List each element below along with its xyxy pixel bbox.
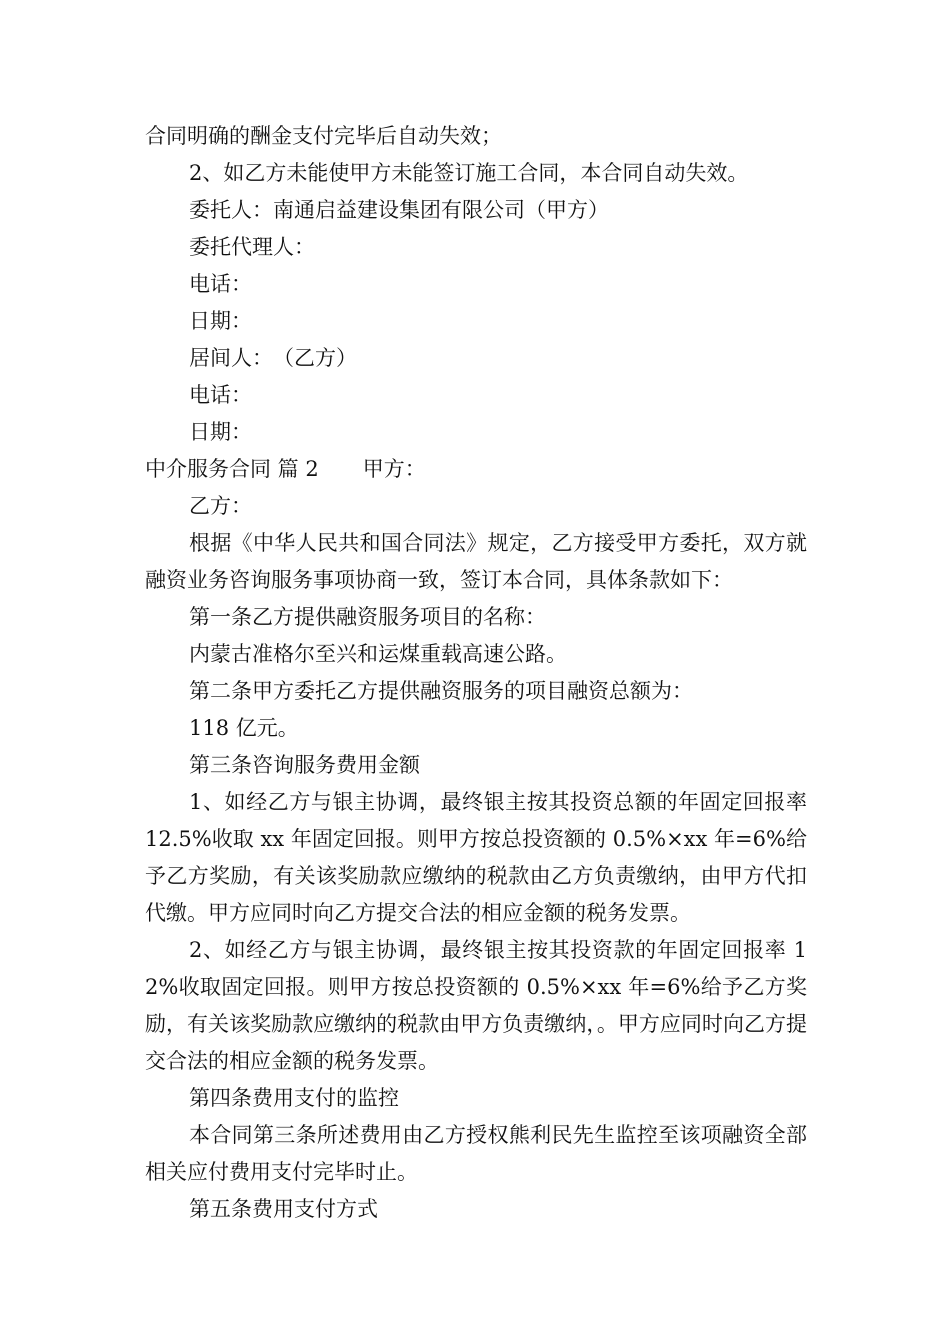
paragraph: 1、如经乙方与银主协调，最终银主按其投资总额的年固定回报率 12.5%收取 xx 年固定回报。则甲方按总投资额的 0.5%×xx 年=6%给予乙方奖励，有关该奖励款应缴纳的税款由乙方负责缴纳，由甲方代扣代缴。甲方应同时向乙方提交合法的相应金额的税务发票。 (145, 790, 807, 925)
paragraph: 第一条乙方提供融资服务项目的名称： (189, 605, 546, 629)
paragraph: 委托人：南通启益建设集团有限公司（甲方） (189, 198, 609, 222)
party-a-label: 甲方： (362, 457, 426, 481)
paragraph: 第二条甲方委托乙方提供融资服务的项目融资总额为： (189, 679, 693, 703)
paragraph: 居间人： （乙方） (189, 346, 357, 370)
document-body (145, 118, 807, 1228)
section-heading-line (145, 451, 807, 488)
paragraph: 乙方： (189, 494, 252, 518)
paragraph: 第三条咨询服务费用金额 (189, 753, 420, 777)
paragraph: 2、如乙方未能使甲方未能签订施工合同，本合同自动失效。 (189, 161, 749, 185)
paragraph: 第五条费用支付方式 (189, 1197, 378, 1221)
paragraph: 电话： (189, 383, 252, 407)
paragraph: 第四条费用支付的监控 (189, 1086, 399, 1110)
paragraph: 日期： (189, 309, 252, 333)
paragraph: 委托代理人： (189, 235, 315, 259)
paragraph: 内蒙古准格尔至兴和运煤重载高速公路。 (189, 642, 567, 666)
section-heading: 中介服务合同 篇 2 (145, 457, 319, 481)
paragraph: 本合同第三条所述费用由乙方授权熊利民先生监控至该项融资全部相关应付费用支付完毕时止。 (145, 1123, 807, 1184)
paragraph: 合同明确的酬金支付完毕后自动失效； (145, 124, 502, 148)
paragraph: 日期： (189, 420, 252, 444)
paragraph: 根据《中华人民共和国合同法》规定，乙方接受甲方委托，双方就融资业务咨询服务事项协商一致，签订本合同，具体条款如下： (145, 531, 807, 592)
paragraph: 电话： (189, 272, 252, 296)
paragraph: 118 亿元。 (189, 716, 299, 740)
paragraph: 2、如经乙方与银主协调，最终银主按其投资款的年固定回报率 12%收取固定回报。则甲方按总投资额的 0.5%×xx 年=6%给予乙方奖励，有关该奖励款应缴纳的税款由甲方负责缴纳，。甲方应同时向乙方提交合法的相应金额的税务发票。 (145, 938, 807, 1073)
